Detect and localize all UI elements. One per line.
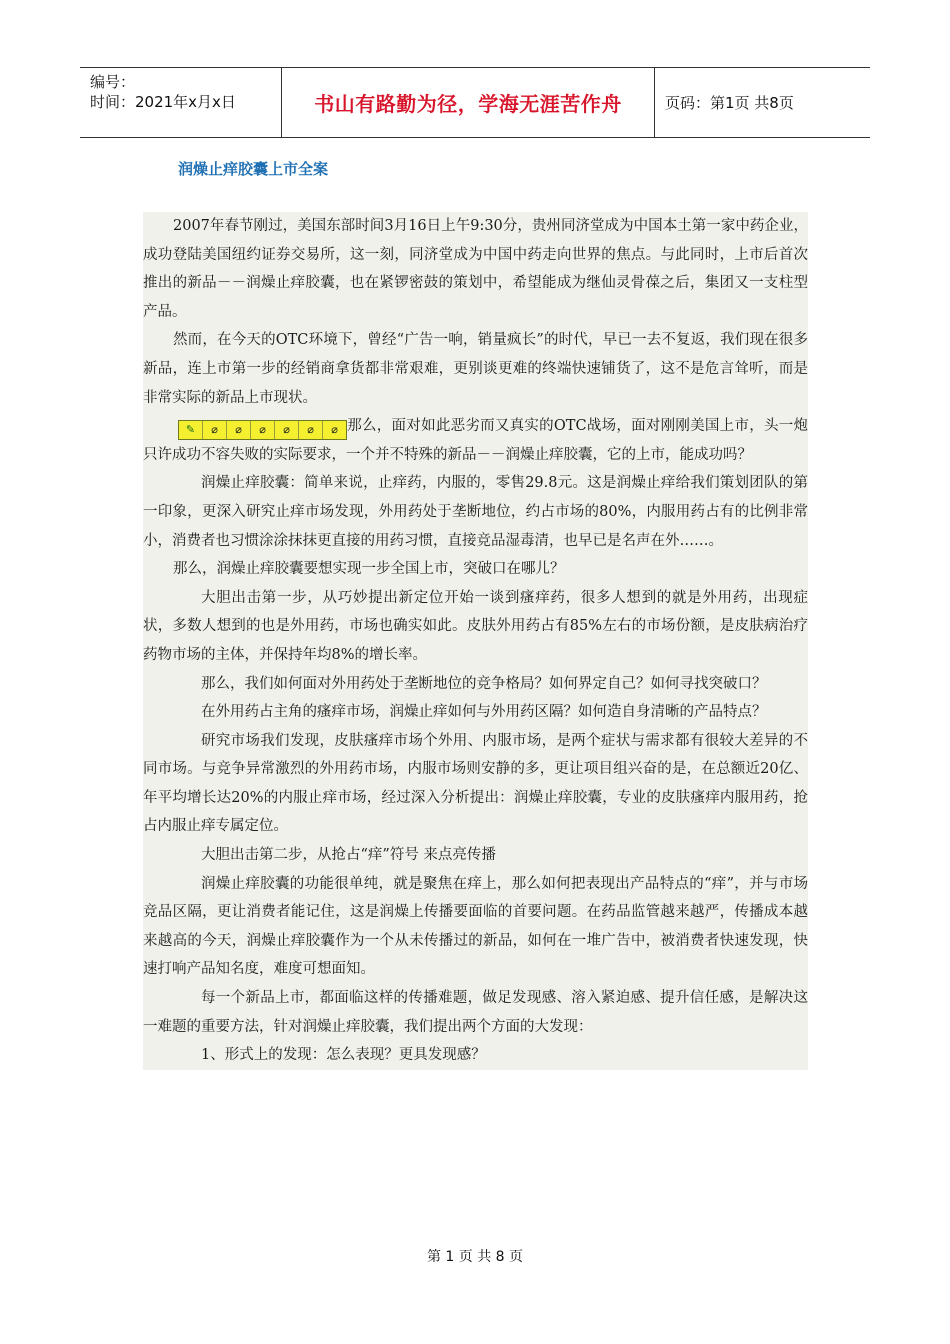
number-label: 编号：: [90, 73, 136, 91]
motto-text: 书山有路勤为径，学海无涯苦作舟: [314, 92, 622, 116]
inline-icon-strip: [178, 420, 347, 440]
document-title: 润燥止痒胶囊上市全案: [178, 160, 329, 178]
paperclip-icon: ⌀: [203, 421, 227, 439]
paragraph: 那么，我们如何面对外用药处于垄断地位的竞争格局？如何界定自己？如何寻找突破口？: [201, 675, 767, 692]
paragraph: 润燥止痒胶囊的功能很单纯，就是聚焦在痒上，那么如何把表现出产品特点的“痒”，并与市场竞品区隔，更让消费者能记住，这是润燥上传播要面临的首要问题。在药品监管越来越严，传播成本越来越高的今天，润燥止痒胶囊作为一个从未传播过的新品，如何在一堆广告中，被消费者快速发现，快速打响产品知名度，难度可想面知。: [143, 875, 808, 978]
paperclip-icon: ⌀: [299, 421, 323, 439]
page-info-cell: [655, 68, 870, 137]
pencil-icon: ✎: [179, 421, 203, 439]
paperclip-icon: ⌀: [275, 421, 299, 439]
paragraph: 研究市场我们发现，皮肤瘙痒市场个外用、内服市场，是两个症状与需求都有很较大差异的不同市场。与竞争异常激烈的外用药市场，内服市场则安静的多，更让项目组兴奋的是，在总额近20亿、年平均增长达20%的内服止痒市场，经过深入分析提出：润燥止痒胶囊，专业的皮肤瘙痒内服用药，抢占内服止痒专属定位。: [143, 732, 808, 835]
paragraph: 润燥止痒胶囊：简单来说，止痒药，内服的，零售29.8元。这是润燥止痒给我们策划团队的第一印象，更深入研究止痒市场发现，外用药处于垄断地位，约占市场的80%，内服用药占有的比例非常小，消费者也习惯涂涂抹抹更直接的用药习惯，直接竞品湿毒清，也早已是名声在外……。: [143, 475, 808, 549]
paragraph: 2007年春节刚过，美国东部时间3月16日上午9:30分，贵州同济堂成为中国本土第一家中药企业，成功登陆美国纽约证券交易所，这一刻，同济堂成为中国中药走向世界的焦点。与此同时，上市后首次推出的新品－－润燥止痒胶囊，也在紧锣密鼓的策划中，希望能成为继仙灵骨葆之后，集团又一支柱型产品。: [143, 218, 808, 320]
paperclip-icon: ⌀: [331, 423, 338, 437]
page-info: 页码：第1页 共8页: [665, 94, 794, 112]
document-body: [143, 212, 808, 1070]
paragraph: 在外用药占主角的瘙痒市场，润燥止痒如何与外用药区隔？如何造自身清晰的产品特点？: [201, 704, 767, 721]
paragraph: 每一个新品上市，都面临这样的传播难题，做足发现感、溶入紧迫感、提升信任感，是解决这一难题的重要方法，针对润燥止痒胶囊，我们提出两个方面的大发现：: [143, 990, 808, 1035]
header-table: [80, 67, 870, 138]
paragraph: 大胆出击第二步，从抢占“痒”符号 来点亮传播: [201, 847, 496, 864]
paragraph-with-icons: [143, 412, 808, 469]
paragraph: 1、形式上的发现：怎么表现？更具发现感？: [201, 1047, 486, 1064]
paperclip-icon: ⌀: [251, 421, 275, 439]
paragraph-text: 那么，面对如此恶劣而又真实的OTC战场，面对刚刚美国上市，头一炮只许成功不容失败的实际要求，一个并不特殊的新品－－润燥止痒胶囊，它的上市，能成功吗？: [143, 418, 808, 463]
page-footer: 第 1 页 共 8 页: [426, 1249, 524, 1265]
paragraph: 然而，在今天的OTC环境下，曾经“广告一响，销量疯长”的时代，早已一去不复返，我们现在很多新品，连上市第一步的经销商拿货都非常艰难，更别谈更难的终端快速铺货了，这不是危言耸听，而是非常实际的新品上市现状。: [143, 332, 808, 406]
paragraph: 大胆出击第一步，从巧妙提出新定位开始一谈到瘙痒药，很多人想到的就是外用药，出现症状，多数人想到的也是外用药，市场也确实如此。皮肤外用药占有85%左右的市场份额，是皮肤病治疗药物市场的主体，并保持年均8%的增长率。: [143, 589, 808, 663]
paperclip-icon: ⌀: [227, 421, 251, 439]
paragraph: 那么，润燥止痒胶囊要想实现一步全国上市，突破口在哪儿？: [173, 561, 565, 578]
motto-cell: [282, 68, 655, 137]
time-label: 时间：2021年x月x日: [90, 93, 236, 111]
header-meta-cell: [80, 68, 282, 137]
